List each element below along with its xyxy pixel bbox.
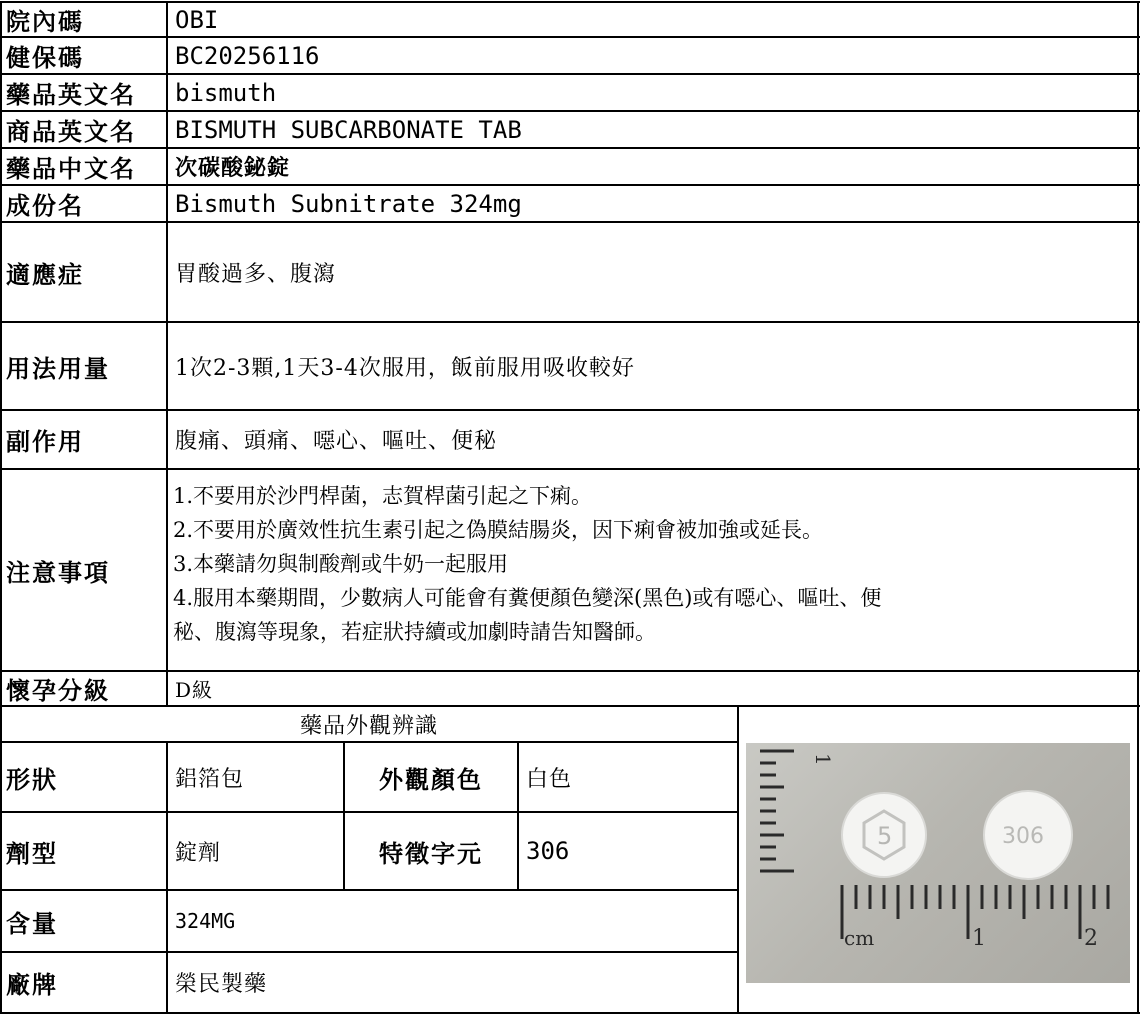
label-color: 外觀顏色 [379,764,483,794]
label-nhi-code: 健保碼 [6,43,84,72]
value-shape: 鋁箔包 [175,766,245,792]
label-hospital-code: 院內碼 [6,7,84,36]
label-indication: 適應症 [6,259,84,289]
value-hospital-code: OBI [175,5,219,34]
appearance-header: 藥品外觀辨識 [299,713,438,739]
value-pregnancy-category: D級 [175,678,214,702]
label-imprint: 特徵字元 [379,838,483,868]
value-dosage-form: 錠劑 [175,840,222,866]
label-dosage-form: 劑型 [6,838,58,868]
value-brand-english-name: BISMUTH SUBCARBONATE TAB [175,115,522,144]
tablet-right [984,791,1072,879]
tablet-photo [746,743,1130,983]
value-english-name: bismuth [175,78,277,107]
value-side-effects: 腹痛、頭痛、噁心、嘔吐、便秘 [175,429,498,454]
vertical-ruler-tick: 1 [811,753,835,766]
precaution-line-4: 4.服用本藥期間，少數病人可能會有糞便顏色變深(黑色)或有噁心、嘔吐、便 [173,586,882,610]
label-shape: 形狀 [6,764,58,794]
label-brand-english-name: 商品英文名 [6,117,136,146]
ruler-tick-2: 2 [1084,926,1098,951]
tablet-left-mark: 5 [877,822,893,850]
precaution-line-5: 秘、腹瀉等現象，若症狀持續或加劇時請告知醫師。 [173,620,656,644]
label-side-effects: 副作用 [6,427,84,456]
value-color: 白色 [526,766,573,792]
value-ingredient: Bismuth Subnitrate 324mg [175,189,522,218]
ruler-tick-1: 1 [972,926,986,951]
label-dosage: 用法用量 [6,353,110,383]
value-manufacturer: 榮民製藥 [175,972,268,997]
precaution-line-2: 2.不要用於廣效性抗生素引起之偽膜結腸炎，因下痢會被加強或延長。 [173,518,824,542]
label-manufacturer: 廠牌 [6,970,58,999]
value-precautions [167,469,1138,671]
label-chinese-name: 藥品中文名 [6,154,136,183]
tablet-right-mark: 306 [1002,824,1044,849]
value-content: 324MG [175,909,236,933]
value-indication: 胃酸過多、腹瀉 [175,261,337,287]
value-imprint: 306 [526,837,570,865]
label-precautions: 注意事項 [6,557,110,587]
precaution-line-3: 3.本藥請勿與制酸劑或牛奶一起服用 [173,552,509,576]
ruler-unit-label: cm [844,926,875,950]
value-dosage: 1次2-3顆,1天3-4次服用，飯前服用吸收較好 [175,355,635,381]
precaution-line-1: 1.不要用於沙門桿菌，志賀桿菌引起之下痢。 [173,484,593,508]
tablet-left [842,793,926,877]
label-english-name: 藥品英文名 [6,80,136,109]
label-ingredient: 成份名 [6,191,84,220]
label-pregnancy-category: 懷孕分級 [6,676,110,705]
value-chinese-name: 次碳酸鉍錠 [175,155,291,181]
vertical-ruler [760,751,794,871]
value-nhi-code: BC20256116 [175,41,320,70]
label-content: 含量 [6,908,58,938]
